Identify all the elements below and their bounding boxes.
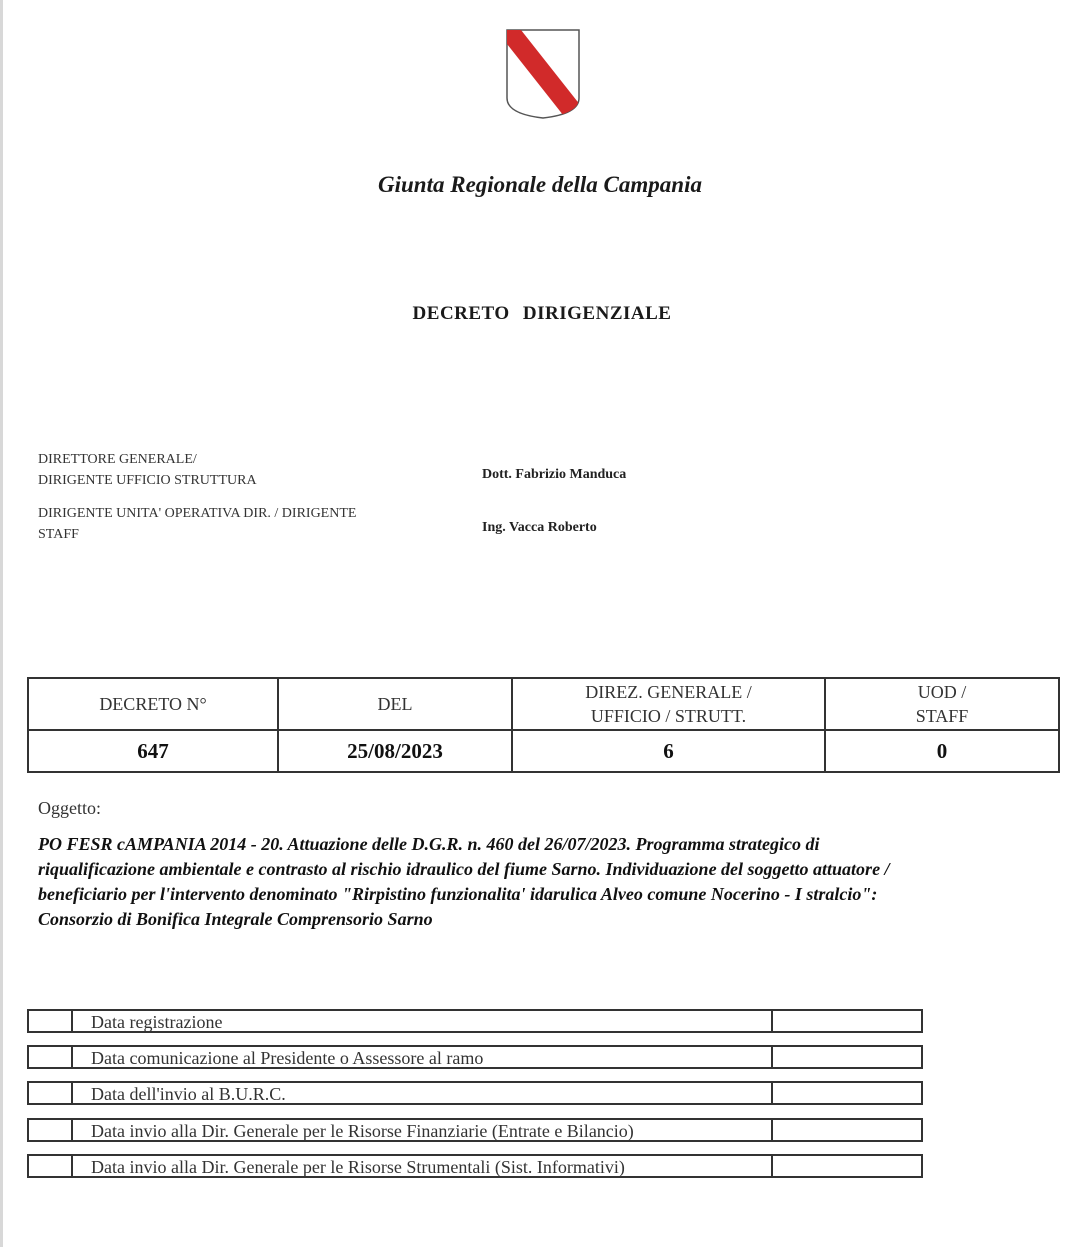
institution-title: Giunta Regionale della Campania xyxy=(378,172,702,197)
row-divider xyxy=(771,1120,773,1140)
decree-info-table xyxy=(27,677,1060,773)
registration-row xyxy=(27,1009,923,1033)
role-value-director: Dott. Fabrizio Manduca xyxy=(482,467,627,482)
row-label: Data comunicazione al Presidente o Assessore al ramo xyxy=(91,1048,484,1068)
document-type-title: DECRETO DIRIGENZIALE xyxy=(412,303,672,324)
role-label-director: DIRETTORE GENERALE/ DIRIGENTE UFFICIO STRUTTURA xyxy=(38,452,257,488)
row-label: Data registrazione xyxy=(91,1012,223,1032)
subject-text: PO FESR cAMPANIA 2014 - 20. Attuazione delle D.G.R. n. 460 del 26/07/2023. Programma strategico di riqualificazione ambientale e contrasto al rischio idraulico del fiume Sarno. Individuazione del soggetto attuatore / beneficiario per l'intervento denominato "Rirpistino funzionalita' idarulica Alveo comune Nocerino - I stralcio": Consorzio di Bonifica Integrale Comprensorio Sarno xyxy=(38,834,890,929)
value-uod-staff: 0 xyxy=(825,730,1059,772)
role-label-unit-manager: DIRIGENTE UNITA' OPERATIVA DIR. / DIRIGENTE STAFF xyxy=(38,506,357,542)
value-date: 25/08/2023 xyxy=(278,730,512,772)
financial-resources-row xyxy=(27,1118,923,1142)
row-checkbox-cell xyxy=(29,1047,73,1067)
role-value-unit-manager: Ing. Vacca Roberto xyxy=(482,520,597,535)
row-divider xyxy=(771,1156,773,1176)
row-checkbox-cell xyxy=(29,1011,73,1031)
instrumental-resources-row xyxy=(27,1154,923,1178)
row-label: Data invio alla Dir. Generale per le Risorse Strumentali (Sist. Informativi) xyxy=(91,1157,625,1177)
table-header-row xyxy=(28,678,1059,730)
header-directorate: DIREZ. GENERALE / UFFICIO / STRUTT. xyxy=(512,678,825,730)
row-label: Data invio alla Dir. Generale per le Risorse Finanziarie (Entrate e Bilancio) xyxy=(91,1121,634,1141)
value-decree-number: 647 xyxy=(28,730,278,772)
row-checkbox-cell xyxy=(29,1120,73,1140)
row-divider xyxy=(771,1011,773,1031)
row-checkbox-cell xyxy=(29,1156,73,1176)
row-checkbox-cell xyxy=(29,1083,73,1103)
header-decree-number: DECRETO N° xyxy=(28,678,278,730)
campania-crest-icon xyxy=(505,28,581,120)
row-divider xyxy=(771,1047,773,1067)
value-directorate: 6 xyxy=(512,730,825,772)
row-label: Data dell'invio al B.U.R.C. xyxy=(91,1084,286,1104)
communication-row xyxy=(27,1045,923,1069)
row-divider xyxy=(771,1083,773,1103)
burc-row xyxy=(27,1081,923,1105)
table-value-row xyxy=(28,730,1059,772)
header-uod-staff: UOD / STAFF xyxy=(825,678,1059,730)
subject-label: Oggetto: xyxy=(38,798,101,818)
header-date: DEL xyxy=(278,678,512,730)
